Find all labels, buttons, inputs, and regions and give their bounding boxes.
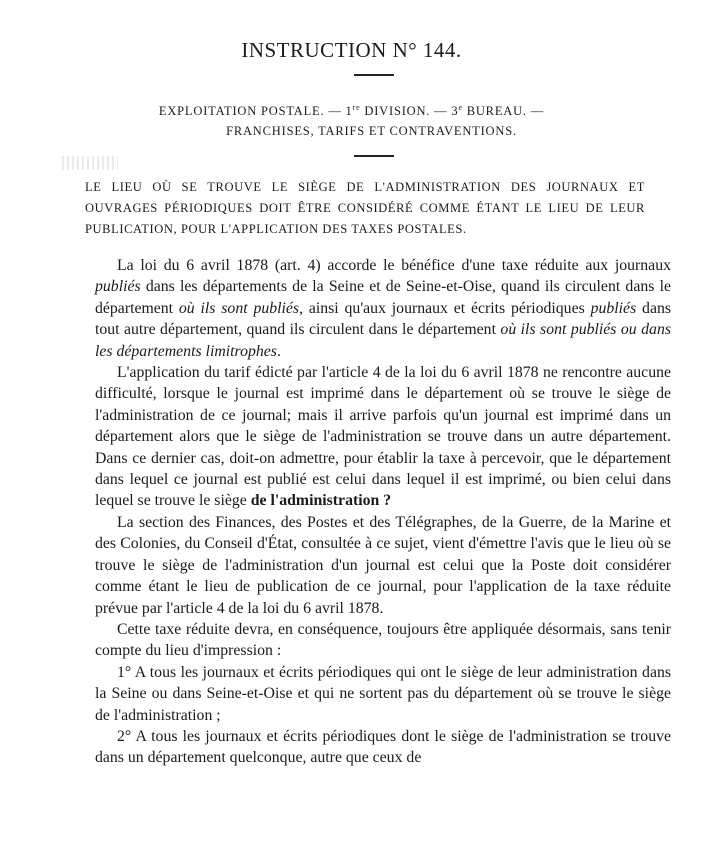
list-item-1: 1° A tous les journaux et écrits périodiques qui ont le siège de leur administration dans la Seine ou dans Seine-et-Oise et qui ne sortent pas du département où se trouve le siège de l'administration ; — [95, 663, 671, 724]
header-line-division — [0, 103, 703, 119]
header-line1-c: BUREAU. — — [462, 104, 545, 119]
p2-bold-b: de l'administration ? — [250, 492, 392, 510]
header-line1-b: DIVISION. — 3 — [360, 104, 459, 119]
p1-text-e: , ainsi qu'aux journaux et écrits périodiques — [299, 299, 591, 317]
p1-emph-h: où ils sont publiés ou dans les départements limitrophes — [95, 321, 671, 360]
header-line-subject: FRANCHISES, TARIFS ET CONTRAVENTIONS. — [226, 124, 517, 138]
p1-text-g: dans tout autre département, quand ils circulent dans le département — [95, 299, 672, 339]
p1-text-i: . — [276, 342, 281, 360]
p2-text-a: L'application du tarif édicté par l'article 4 de la loi du 6 avril 1878 ne rencontre aucune difficulté, lorsque le journal est imprimé dans le département où se trouve le siège de l'administration de ce journal; mais il arrive parfois qu'un journal est imprimé dans un département alors que le siège de l'administration se trouve dans un autre département. Dans ce dernier cas, doit-on admettre, pour établir la taxe à percevoir, que le département dans lequel ce journal est publié est celui dans lequel il est imprimé, ou bien celui dans lequel se trouve le siège — [95, 364, 671, 510]
list-item-2: 2° A tous les journaux et écrits périodiques dont le siège de l'administration se trouve dans un département quelconque, autre que ceux de — [95, 727, 671, 767]
paragraph-1 — [95, 255, 671, 362]
p1-text-a: La loi du 6 avril 1878 (art. 4) accorde le bénéfice d'une taxe réduite aux journaux — [117, 257, 671, 274]
page-title: INSTRUCTION N° 144. — [241, 38, 462, 62]
header-line1-sup2: e — [458, 103, 463, 112]
header-line1-sup: re — [352, 103, 361, 112]
p1-emph-d: où ils sont publiés — [178, 299, 300, 317]
p1-emph-b: publiés — [95, 278, 141, 296]
summary-heading: LE LIEU OÙ SE TROUVE LE SIÈGE DE L'ADMINISTRATION DES JOURNAUX ET OUVRAGES PÉRIODIQUES DOIT ÊTRE CONSIDÉRÉ COMME ÉTANT LE LIEU DE LEUR PUBLICATION, POUR L'APPLICATION DES TAXES POSTALES. — [85, 180, 645, 236]
p1-text-c: dans les départements de la Seine et de Seine-et-Oise, quand ils circulent dans le département — [95, 278, 671, 317]
paragraph-3: La section des Finances, des Postes et des Télégraphes, de la Guerre, de la Marine et des Colonies, du Conseil d'État, consultée à ce sujet, vient d'émettre l'avis que le lieu où se trouve le siège de l'administration d'un journal est celui que la Poste doit considérer comme étant le lieu de publication de ce journal, pour l'application de la taxe réduite prévue par l'article 4 de la loi du 6 avril 1878. — [95, 513, 671, 617]
paragraph-4: Cette taxe réduite devra, en conséquence, toujours être appliquée désormais, sans tenir compte du lieu d'impression : — [95, 620, 671, 660]
paragraph-2 — [95, 362, 671, 512]
header-divider — [354, 155, 394, 157]
p1-emph-f: publiés — [590, 299, 637, 317]
header-line1-a: EXPLOITATION POSTALE. — 1 — [158, 104, 353, 119]
body-text — [95, 255, 671, 769]
title-divider — [354, 74, 394, 76]
scan-artifact — [62, 156, 118, 170]
